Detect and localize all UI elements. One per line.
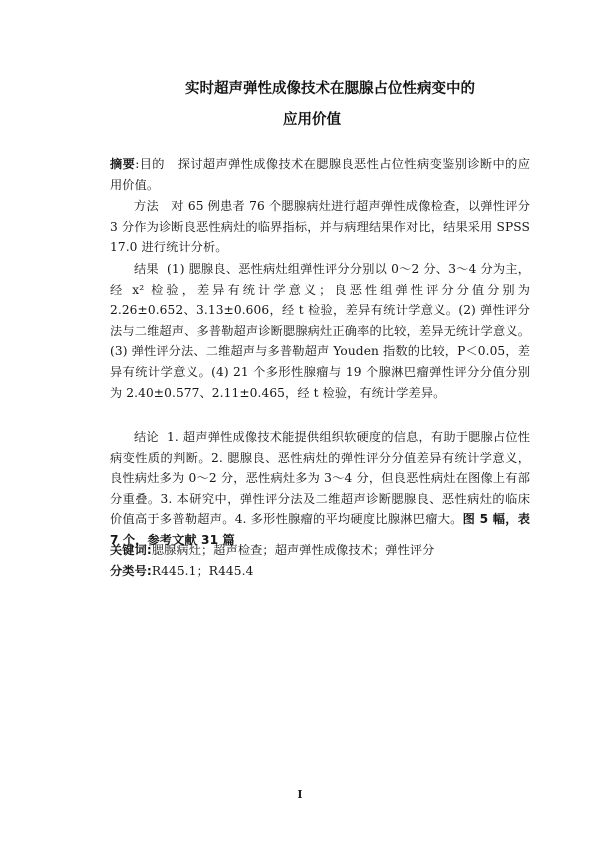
methods-label: 方法 xyxy=(134,199,159,213)
classification-line xyxy=(110,561,530,582)
keywords-line xyxy=(110,540,530,561)
classification-value: R445.1；R445.4 xyxy=(151,564,254,578)
title-line-2: 应用价值 xyxy=(283,112,341,128)
abstract-results xyxy=(110,259,530,403)
keywords-label: 关键词: xyxy=(110,543,152,557)
abstract-objective xyxy=(110,154,530,195)
classification-label: 分类号: xyxy=(110,564,152,578)
abstract-conclusion xyxy=(110,427,530,551)
keywords-value: 腮腺病灶；超声检查；超声弹性成像技术；弹性评分 xyxy=(151,543,435,557)
results-text: (1) 腮腺良、恶性病灶组弹性评分分别以 0～2 分、3～4 分为主，经 x² 检验，差异有统计学意义；良恶性组弹性评分分值分别为 2.26±0.652、3.13±0.606，经 t 检验，差异有统计学意义。(2) 弹性评分法与二维超声、多普勒超声诊断腮腺病灶正确率的比较，差异无统计学意义。(3) 弹性评分法、二维超声与多普勒超声 Youden 指数的比较，P＜0.05，差异有统计学意义。(4) 21 个多形性腺瘤与 19 个腺淋巴瘤弹性评分分值分别为 2.40±0.577、2.11±0.465，经 t 检验，有统计学差异。 xyxy=(110,262,531,400)
objective-text: 探讨超声弹性成像技术在腮腺良恶性占位性病变鉴别诊断中的应用价值。 xyxy=(110,157,530,192)
methods-text: 对 65 例患者 76 个腮腺病灶进行超声弹性成像检查，以弹性评分 3 分作为诊断良恶性病灶的临界指标，并与病理结果作对比，结果采用 SPSS 17.0 进行统计分析。 xyxy=(110,199,531,255)
objective-label: 目的 xyxy=(139,157,165,171)
title-line-1: 实时超声弹性成像技术在腮腺占位性病变中的 xyxy=(185,81,475,97)
abstract-stats: 图 5 幅，表 7 个，参考文献 31 篇 xyxy=(110,512,530,547)
abstract-colon: : xyxy=(135,157,140,171)
results-label: 结果 xyxy=(134,262,159,276)
conclusion-label: 结论 xyxy=(134,430,159,444)
conclusion-text: 1. 超声弹性成像技术能提供组织软硬度的信息，有助于腮腺占位性病变性质的判断。2. 腮腺良、恶性病灶的弹性评分分值差异有统计学意义，良性病灶多为 0～2 分，恶性病灶多为 3～4 分，但良恶性病灶在图像上有部分重叠。3. 本研究中，弹性评分法及二维超声诊断腮腺良、恶性病灶的临床价值高于多普勒超声。4. 多形性腺瘤的平均硬度比腺淋巴瘤大。 xyxy=(110,430,531,527)
page-number: I xyxy=(297,788,303,801)
abstract-label: 摘要 xyxy=(110,157,136,171)
abstract-methods xyxy=(110,196,530,258)
